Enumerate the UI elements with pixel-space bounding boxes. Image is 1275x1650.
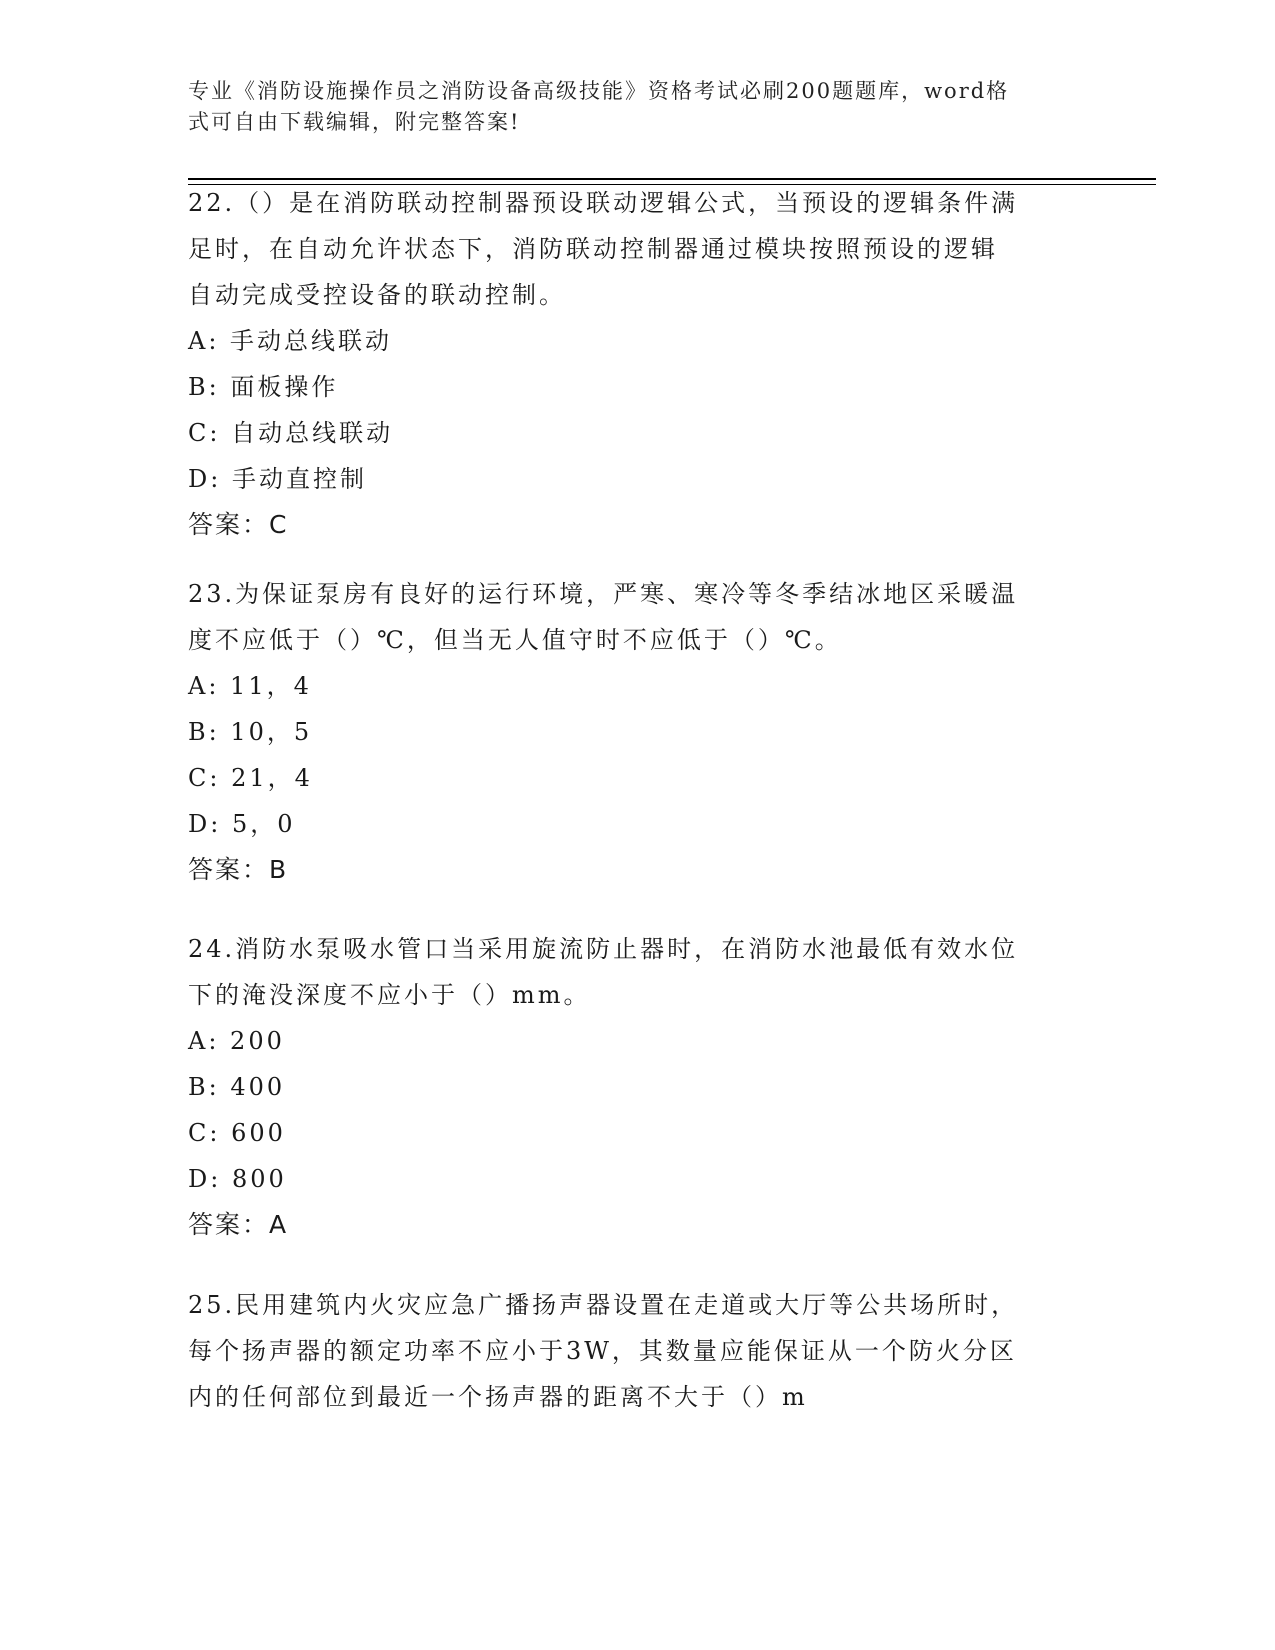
question-stem-line: 下的淹没深度不应小于（）mm。 (188, 981, 591, 1009)
answer: 答案：A (188, 1210, 289, 1239)
question-stem-line: 24.消防水泵吸水管口当采用旋流防止器时，在消防水池最低有效水位 (188, 935, 1019, 963)
document-header (188, 76, 1068, 138)
header-line-2: 式可自由下载编辑，附完整答案! (188, 110, 521, 134)
answer: 答案：C (188, 510, 289, 539)
option-b: B: 400 (188, 1073, 286, 1101)
question-24 (188, 926, 1088, 1248)
question-stem-line: 22.（）是在消防联动控制器预设联动逻辑公式，当预设的逻辑条件满 (188, 189, 1019, 217)
option-d: D: 手动直控制 (188, 465, 367, 493)
option-b: B: 10，5 (188, 718, 313, 746)
option-c: C: 21，4 (188, 764, 313, 792)
option-b: B: 面板操作 (188, 373, 339, 401)
question-stem-line: 25.民用建筑内火灾应急广播扬声器设置在走道或大厅等公共场所时， (188, 1291, 1019, 1319)
option-d: D: 5，0 (188, 810, 296, 838)
question-stem-line: 足时，在自动允许状态下，消防联动控制器通过模块按照预设的逻辑 (188, 235, 998, 263)
header-line-1: 专业《消防设施操作员之消防设备高级技能》资格考试必刷200题题库，word格 (188, 79, 1010, 103)
question-23 (188, 571, 1088, 893)
question-25 (188, 1282, 1088, 1420)
option-a: A: 11，4 (188, 672, 312, 700)
answer: 答案：B (188, 855, 289, 884)
question-22 (188, 180, 1088, 548)
option-a: A: 手动总线联动 (188, 327, 393, 355)
option-c: C: 600 (188, 1119, 286, 1147)
question-stem-line: 每个扬声器的额定功率不应小于3W，其数量应能保证从一个防火分区 (188, 1337, 1017, 1365)
option-a: A: 200 (188, 1027, 285, 1055)
question-stem-line: 内的任何部位到最近一个扬声器的距离不大于（）m (188, 1383, 808, 1411)
question-stem-line: 度不应低于（）℃，但当无人值守时不应低于（）℃。 (188, 626, 842, 654)
question-stem-line: 23.为保证泵房有良好的运行环境，严寒、寒冷等冬季结冰地区采暖温 (188, 580, 1019, 608)
option-d: D: 800 (188, 1165, 287, 1193)
question-stem-line: 自动完成受控设备的联动控制。 (188, 281, 566, 309)
option-c: C: 自动总线联动 (188, 419, 394, 447)
